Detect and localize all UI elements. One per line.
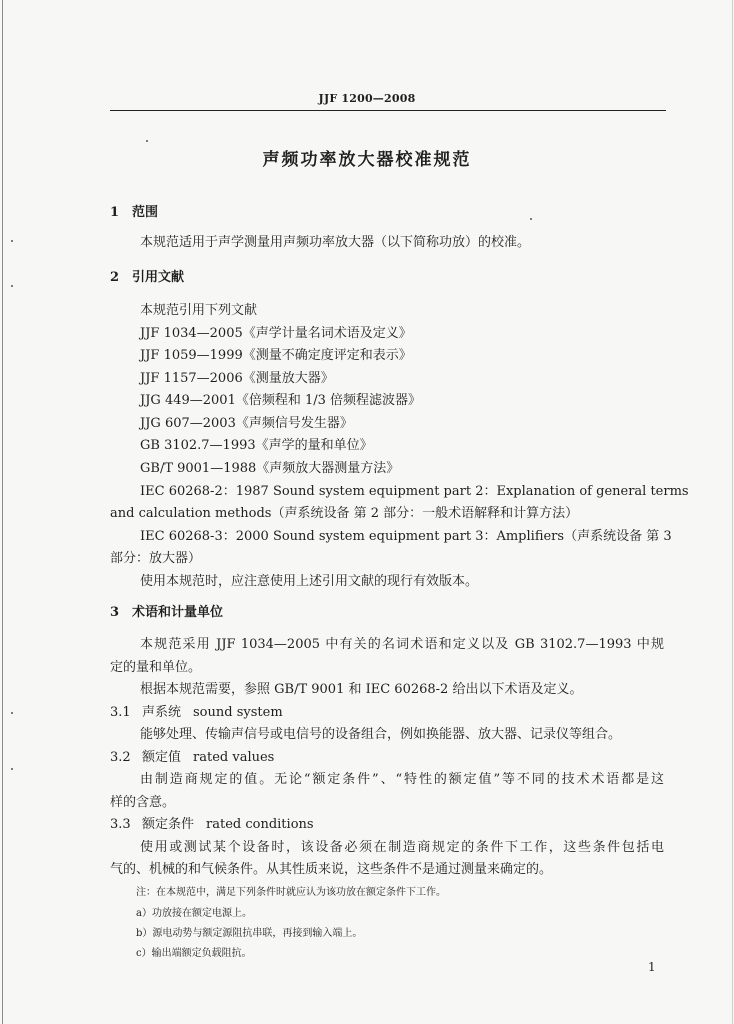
term-zh: 额定条件 xyxy=(142,817,195,832)
term-3-3-definition-line-2: 气的、机械的和气候条件。从其性质来说，这些条件不是通过测量来确定的。 xyxy=(110,862,553,877)
term-3-2-definition-line-2: 样的含意。 xyxy=(110,795,176,810)
reference-item: JJF 1059—1999《测量不确定度评定和表示》 xyxy=(140,348,412,363)
reference-item: GB/T 9001—1988《声频放大器测量方法》 xyxy=(140,461,400,476)
section-1-heading xyxy=(110,205,158,221)
iec-ref-1-line-1: IEC 60268-2：1987 Sound system equipment part 2：Explanation of general terms xyxy=(140,484,689,499)
scan-speck xyxy=(11,240,13,242)
iec-ref-1-line-2: and calculation methods（声系统设备 第 2 部分：一般术语解释和计算方法） xyxy=(110,506,579,521)
note-item: b）源电动势与额定源阻抗串联，再接到输入端上。 xyxy=(136,928,363,939)
section-3-heading xyxy=(110,605,223,621)
page-header: JJF 1200—2008 xyxy=(318,92,416,105)
term-3-3-definition-line-1: 使用或测试某个设备时，该设备必须在制造商规定的条件下工作，这些条件包括电 xyxy=(140,840,664,855)
document-title: 声频功率放大器校准规范 xyxy=(262,150,472,170)
term-en: sound system xyxy=(193,705,283,720)
iec-ref-2-line-1: IEC 60268-3：2000 Sound system equipment part 3：Amplifiers（声系统设备 第 3 xyxy=(140,529,672,544)
section-number: 3 xyxy=(110,605,120,620)
term-number: 3.2 xyxy=(110,750,131,765)
reference-item: JJG 607—2003《声频信号发生器》 xyxy=(140,416,353,431)
section-title: 引用文献 xyxy=(132,270,185,285)
reference-item: GB 3102.7—1993《声学的量和单位》 xyxy=(140,438,373,453)
term-number: 3.3 xyxy=(110,817,131,832)
term-3-2-heading xyxy=(110,750,274,766)
refs-intro: 本规范引用下列文献 xyxy=(140,303,258,318)
reference-item: JJG 449—2001《倍频程和 1/3 倍频程滤波器》 xyxy=(140,393,422,408)
section-number: 1 xyxy=(110,205,120,220)
note-item: c）输出端额定负载阻抗。 xyxy=(136,948,252,959)
note-intro: 注：在本规范中，满足下列条件时就应认为该功放在额定条件下工作。 xyxy=(136,887,446,898)
term-zh: 声系统 xyxy=(142,705,182,720)
term-en: rated values xyxy=(193,750,275,765)
term-3-1-heading xyxy=(110,705,283,721)
term-number: 3.1 xyxy=(110,705,131,720)
reference-item: JJF 1157—2006《测量放大器》 xyxy=(140,371,334,386)
section-number: 2 xyxy=(110,270,120,285)
page-number: 1 xyxy=(648,960,656,974)
term-3-3-heading xyxy=(110,817,314,833)
header-rule xyxy=(110,110,666,111)
scope-paragraph: 本规范适用于声学测量用声频功率放大器（以下简称功放）的校准。 xyxy=(140,235,531,250)
refs-note: 使用本规范时，应注意使用上述引用文献的现行有效版本。 xyxy=(140,574,479,589)
term-en: rated conditions xyxy=(206,817,314,832)
section-title: 范围 xyxy=(132,205,159,220)
section-2-heading xyxy=(110,270,184,286)
scan-speck xyxy=(530,218,532,220)
terms-intro-line-1: 本规范采用 JJF 1034—2005 中有关的名词术语和定义以及 GB 3102.7—1993 中规 xyxy=(140,637,664,652)
terms-intro-line-2: 定的量和单位。 xyxy=(110,660,202,675)
term-3-1-definition: 能够处理、传输声信号或电信号的设备组合，例如换能器、放大器、记录仪等组合。 xyxy=(140,727,622,742)
term-zh: 额定值 xyxy=(142,750,182,765)
scan-speck xyxy=(11,712,13,714)
iec-ref-2-line-2: 部分：放大器） xyxy=(110,551,202,566)
scan-speck xyxy=(146,140,148,142)
term-3-2-definition-line-1: 由制造商规定的值。无论“额定条件”、“特性的额定值”等不同的技术术语都是这 xyxy=(140,772,664,787)
scan-speck xyxy=(11,285,13,287)
note-item: a）功放接在额定电源上。 xyxy=(136,908,252,919)
terms-intro-2: 根据本规范需要，参照 GB/T 9001 和 IEC 60268-2 给出以下术语及定义。 xyxy=(140,682,583,697)
scan-speck xyxy=(11,768,13,770)
section-title: 术语和计量单位 xyxy=(132,605,224,620)
reference-item: JJF 1034—2005《声学计量名词术语及定义》 xyxy=(140,326,412,341)
